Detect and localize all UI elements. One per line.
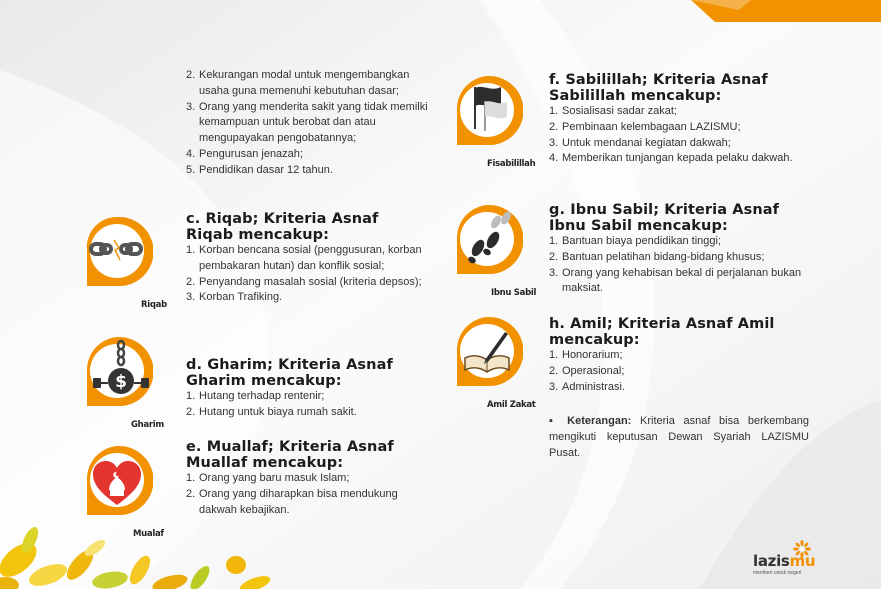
- badge-label: Ibnu Sabil: [491, 288, 537, 298]
- section-heading: c. Riqab; Kriteria Asnaf Riqab mencakup:: [186, 211, 379, 243]
- riqab-badge: [81, 214, 167, 310]
- corner-accent: [691, 0, 881, 22]
- heart-mosque-icon: [81, 443, 153, 527]
- list-item: 1. Korban bencana sosial (penggusuran, korban pembakaran hutan) dan konflik sosial;: [186, 244, 422, 272]
- ball-and-chain-icon: [81, 334, 153, 418]
- sabilillah-section: [549, 73, 799, 167]
- list-item: 3. Orang yang menderita sakit yang tidak memilki kemampuan untuk berobat dan atau mengupayakan pengobatannya;: [186, 100, 428, 145]
- list-item: 3. Korban Trafiking.: [186, 291, 283, 304]
- svg-text:$: $: [115, 372, 127, 392]
- badge-label: Mualaf: [133, 529, 164, 539]
- note-bullet: ▪: [549, 415, 559, 427]
- list-item: 4. Memberikan tunjangan kepada pelaku dakwah.: [549, 152, 793, 165]
- mualaf-badge: [81, 443, 164, 539]
- list-item: 3. Administrasi.: [549, 380, 625, 393]
- list-item: 5. Pendidikan dasar 12 tahun.: [186, 163, 333, 176]
- list-item: 4. Pengurusan jenazah;: [186, 147, 303, 160]
- list-item: 2. Hutang untuk biaya rumah sakit.: [186, 405, 357, 418]
- note-label: Keterangan:: [567, 415, 632, 427]
- muallaf-section: [186, 440, 416, 518]
- section-heading: g. Ibnu Sabil; Kriteria Asnaf Ibnu Sabil mencakup:: [549, 202, 780, 234]
- badge-label: Fisabilillah: [487, 159, 536, 169]
- ibnu-sabil-badge: [451, 202, 537, 298]
- gharim-section: [186, 358, 436, 421]
- section-heading: f. Sabilillah; Kriteria Asnaf Sabilillah mencakup:: [549, 72, 768, 104]
- list-item: 2. Orang yang diharapkan bisa mendukung dakwah kebajikan.: [186, 487, 398, 516]
- list-item: 3. Untuk mendanai kegiatan dakwah;: [549, 136, 731, 149]
- note-text: Kriteria asnaf bisa berkembang mengikuti keputusan Dewan Syariah LAZISMU Pusat.: [549, 415, 810, 459]
- flags-icon: [451, 73, 523, 157]
- continued-list: [186, 68, 432, 179]
- list-item: 2. Bantuan pelatihan bidang-bidang khusus;: [549, 250, 765, 263]
- list-item: 2. Pembinaan kelembagaan LAZISMU;: [549, 120, 741, 133]
- amil-zakat-badge: [451, 314, 536, 410]
- footprints-icon: [451, 202, 523, 286]
- riqab-section: [186, 212, 436, 306]
- list-item: 3. Orang yang kehabisan bekal di perjalanan bukan maksiat.: [549, 266, 802, 295]
- amil-section: [549, 317, 811, 395]
- book-pen-icon: [451, 314, 523, 398]
- list-item: 1. Hutang terhadap rentenir;: [186, 390, 325, 402]
- list-item: 2. Operasional;: [549, 364, 625, 377]
- broken-chain-icon: [81, 214, 153, 298]
- section-heading: d. Gharim; Kriteria Asnaf Gharim mencakup:: [186, 357, 393, 389]
- lazismu-logo: [753, 540, 823, 580]
- section-heading: e. Muallaf; Kriteria Asnaf Muallaf mencakup:: [186, 439, 394, 471]
- list-item: 2. Penyandang masalah sosial (kriteria depsos);: [186, 275, 422, 288]
- list-item: 1. Sosialisasi sadar zakat;: [549, 105, 677, 117]
- logo-wordmark: lazismu: [753, 552, 816, 570]
- list-item: 1. Honorarium;: [549, 349, 623, 361]
- section-heading: h. Amil; Kriteria Asnaf Amil mencakup:: [549, 316, 775, 348]
- list-item: 1. Bantuan biaya pendidikan tinggi;: [549, 235, 722, 247]
- badge-label: Riqab: [141, 300, 167, 310]
- badge-label: Gharim: [131, 420, 164, 430]
- list-item: 1. Orang yang baru masuk Islam;: [186, 472, 350, 484]
- fisabilillah-badge: [451, 73, 536, 169]
- gharim-badge: [81, 334, 164, 430]
- list-item: 2. Kekurangan modal untuk mengembangkan usaha guna memenuhi kebutuhan dasar;: [186, 69, 410, 97]
- ibnu-sabil-section: [549, 203, 811, 297]
- note-paragraph: [549, 413, 809, 461]
- logo-tagline: memberi untuk negeri: [753, 570, 802, 576]
- badge-label: Amil Zakat: [487, 400, 536, 410]
